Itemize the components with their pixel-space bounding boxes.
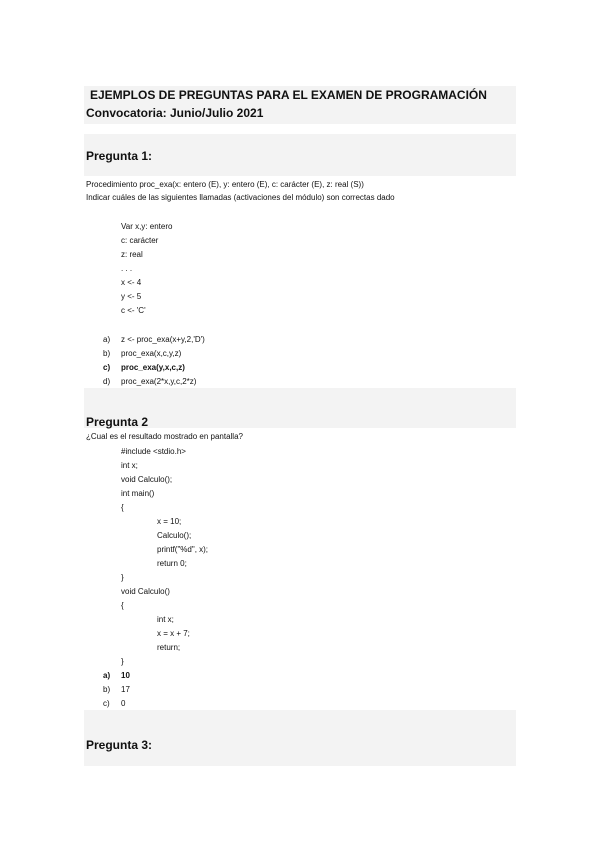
q1-code-line: c: carácter [121,236,159,245]
q1-text-line-2: Indicar cuáles de las siguientes llamadas (activaciones del módulo) son correctas dado [86,193,395,202]
q1-code-line: c <- 'C' [121,306,146,315]
q1-option-text: proc_exa(2*x,y,c,2*z) [121,377,197,386]
q1-code-line: Var x,y: entero [121,222,173,231]
q2-option-label: b) [103,685,111,694]
q2-code-line: { [121,503,124,512]
q2-option-label: c) [103,699,110,708]
q3-heading: Pregunta 3: [86,738,153,752]
q1-option-text-correct: proc_exa(y,x,c,z) [121,363,185,372]
q1-text-line-1: Procedimiento proc_exa(x: entero (E), y: entero (E), c: carácter (E), z: real (S)) [86,180,364,189]
q2-code-line: int x; [121,461,138,470]
q2-code-line: printf("%d", x); [157,545,209,554]
q1-option-text: z <- proc_exa(x+y,2,'D') [121,335,205,344]
q2-code-line: int main() [121,489,155,498]
page-subtitle: Convocatoria: Junio/Julio 2021 [86,106,264,120]
q2-code-line: return; [157,643,181,652]
q2-code-line: } [121,573,124,582]
q1-option-label: c) [103,363,111,372]
q1-code-line: z: real [121,250,143,259]
q2-code-line: int x; [157,615,174,624]
q1-code-line: . . . [121,264,133,273]
q2-code-line: x = 10; [157,517,182,526]
q2-code-line: void Calculo(); [121,475,173,484]
q2-code-line: #include <stdio.h> [121,447,186,456]
q2-option-text-correct: 10 [121,671,130,680]
q1-code-line: y <- 5 [121,292,142,301]
q2-code-line: { [121,601,124,610]
q1-option-label: b) [103,349,111,358]
q2-code-line: x = x + 7; [157,629,190,638]
q2-option-label: a) [103,671,111,680]
q2-heading: Pregunta 2 [86,415,149,429]
q2-text: ¿Cual es el resultado mostrado en pantalla? [86,432,243,441]
q1-option-label: a) [103,335,111,344]
q2-option-text: 17 [121,685,130,694]
q1-option-text: proc_exa(x,c,y,z) [121,349,182,358]
q1-heading: Pregunta 1: [86,149,153,163]
q2-code-line: Calculo(); [157,531,192,540]
q1-code-line: x <- 4 [121,278,142,287]
q2-code-line: } [121,657,124,666]
q2-heading-shade [84,388,516,428]
page-title: EJEMPLOS DE PREGUNTAS PARA EL EXAMEN DE PROGRAMACIÓN [90,88,487,102]
q1-option-label: d) [103,377,111,386]
q2-code-line: void Calculo() [121,587,170,596]
q2-option-text: 0 [121,699,126,708]
q2-code-line: return 0; [157,559,187,568]
